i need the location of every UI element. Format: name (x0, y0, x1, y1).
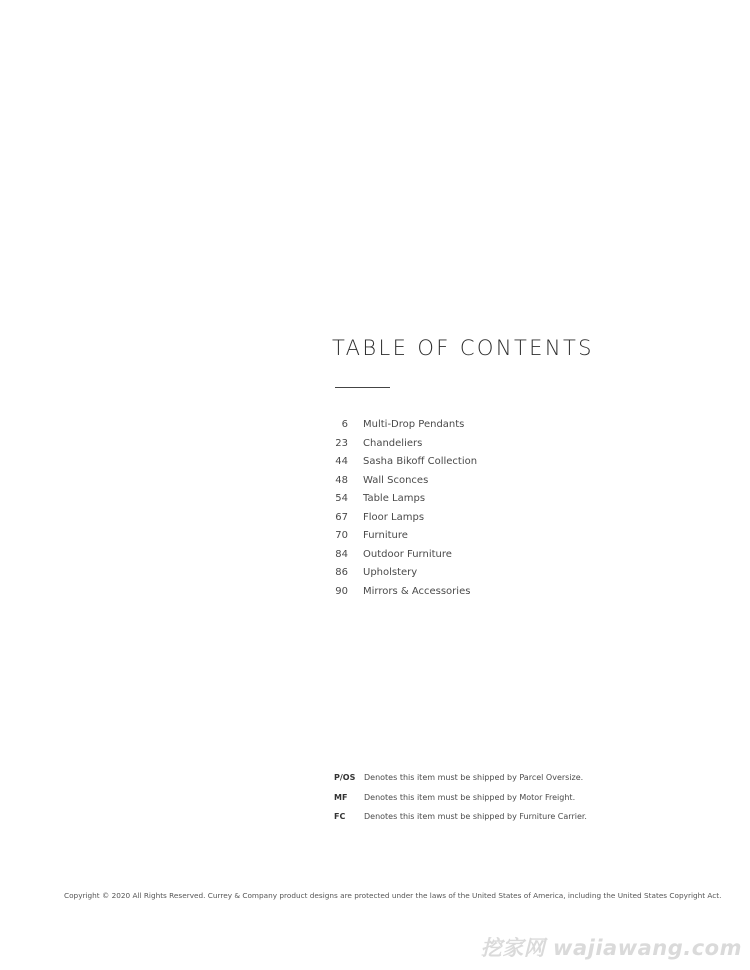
toc-list (330, 416, 477, 601)
toc-section-label: Mirrors & Accessories (363, 585, 471, 597)
toc-section-label: Upholstery (363, 567, 418, 578)
toc-section-label: Table Lamps (363, 493, 426, 504)
toc-page-number: 44 (335, 456, 348, 467)
toc-section-label: Floor Lamps (363, 511, 425, 523)
toc-section-label: Wall Sconces (363, 474, 429, 486)
toc-section-label: Furniture (363, 530, 408, 541)
toc-entry[interactable] (330, 546, 477, 565)
legend-text: Denotes this item must be shipped by Furniture Carrier. (364, 812, 587, 821)
toc-page-number: 6 (341, 419, 348, 430)
toc-page-number: 70 (335, 530, 348, 541)
toc-page-number: 86 (335, 567, 348, 578)
toc-section-label: Multi-Drop Pendants (363, 419, 465, 430)
toc-entry[interactable] (330, 435, 477, 454)
toc-section-label: Outdoor Furniture (363, 548, 452, 560)
legend-entry (334, 791, 587, 811)
copyright-notice: Copyright © 2020 All Rights Reserved. Currey & Company product designs are protected under the laws of the United States of America, including the United States Copyright Act. (64, 891, 722, 900)
watermark: 挖家网 wajiawang.com (480, 936, 742, 960)
toc-entry[interactable] (330, 490, 477, 509)
toc-page-number: 48 (335, 474, 348, 486)
toc-page-number: 84 (335, 548, 348, 560)
legend-entry (334, 810, 587, 830)
title-divider (335, 387, 390, 388)
legend-text: Denotes this item must be shipped by Motor Freight. (364, 792, 576, 802)
toc-entry[interactable] (330, 453, 477, 472)
shipping-legend (334, 771, 587, 830)
toc-entry[interactable] (330, 564, 477, 583)
legend-entry (334, 771, 587, 791)
toc-page-number: 23 (335, 437, 348, 449)
toc-entry[interactable] (330, 509, 477, 528)
toc-section-label: Sasha Bikoff Collection (363, 456, 478, 467)
legend-code: P/OS (334, 773, 356, 782)
legend-text: Denotes this item must be shipped by Parcel Oversize. (364, 773, 584, 782)
toc-entry[interactable] (330, 527, 477, 546)
toc-entry[interactable] (330, 583, 477, 602)
toc-page-number: 90 (335, 585, 348, 597)
toc-entry[interactable] (330, 416, 477, 435)
toc-page-number: 54 (335, 493, 348, 504)
toc-page-number: 67 (335, 511, 348, 523)
toc-section-label: Chandeliers (363, 437, 423, 449)
legend-code: MF (334, 792, 348, 802)
toc-title: TABLE OF CONTENTS (332, 336, 594, 360)
legend-code: FC (334, 812, 346, 821)
toc-entry[interactable] (330, 472, 477, 491)
